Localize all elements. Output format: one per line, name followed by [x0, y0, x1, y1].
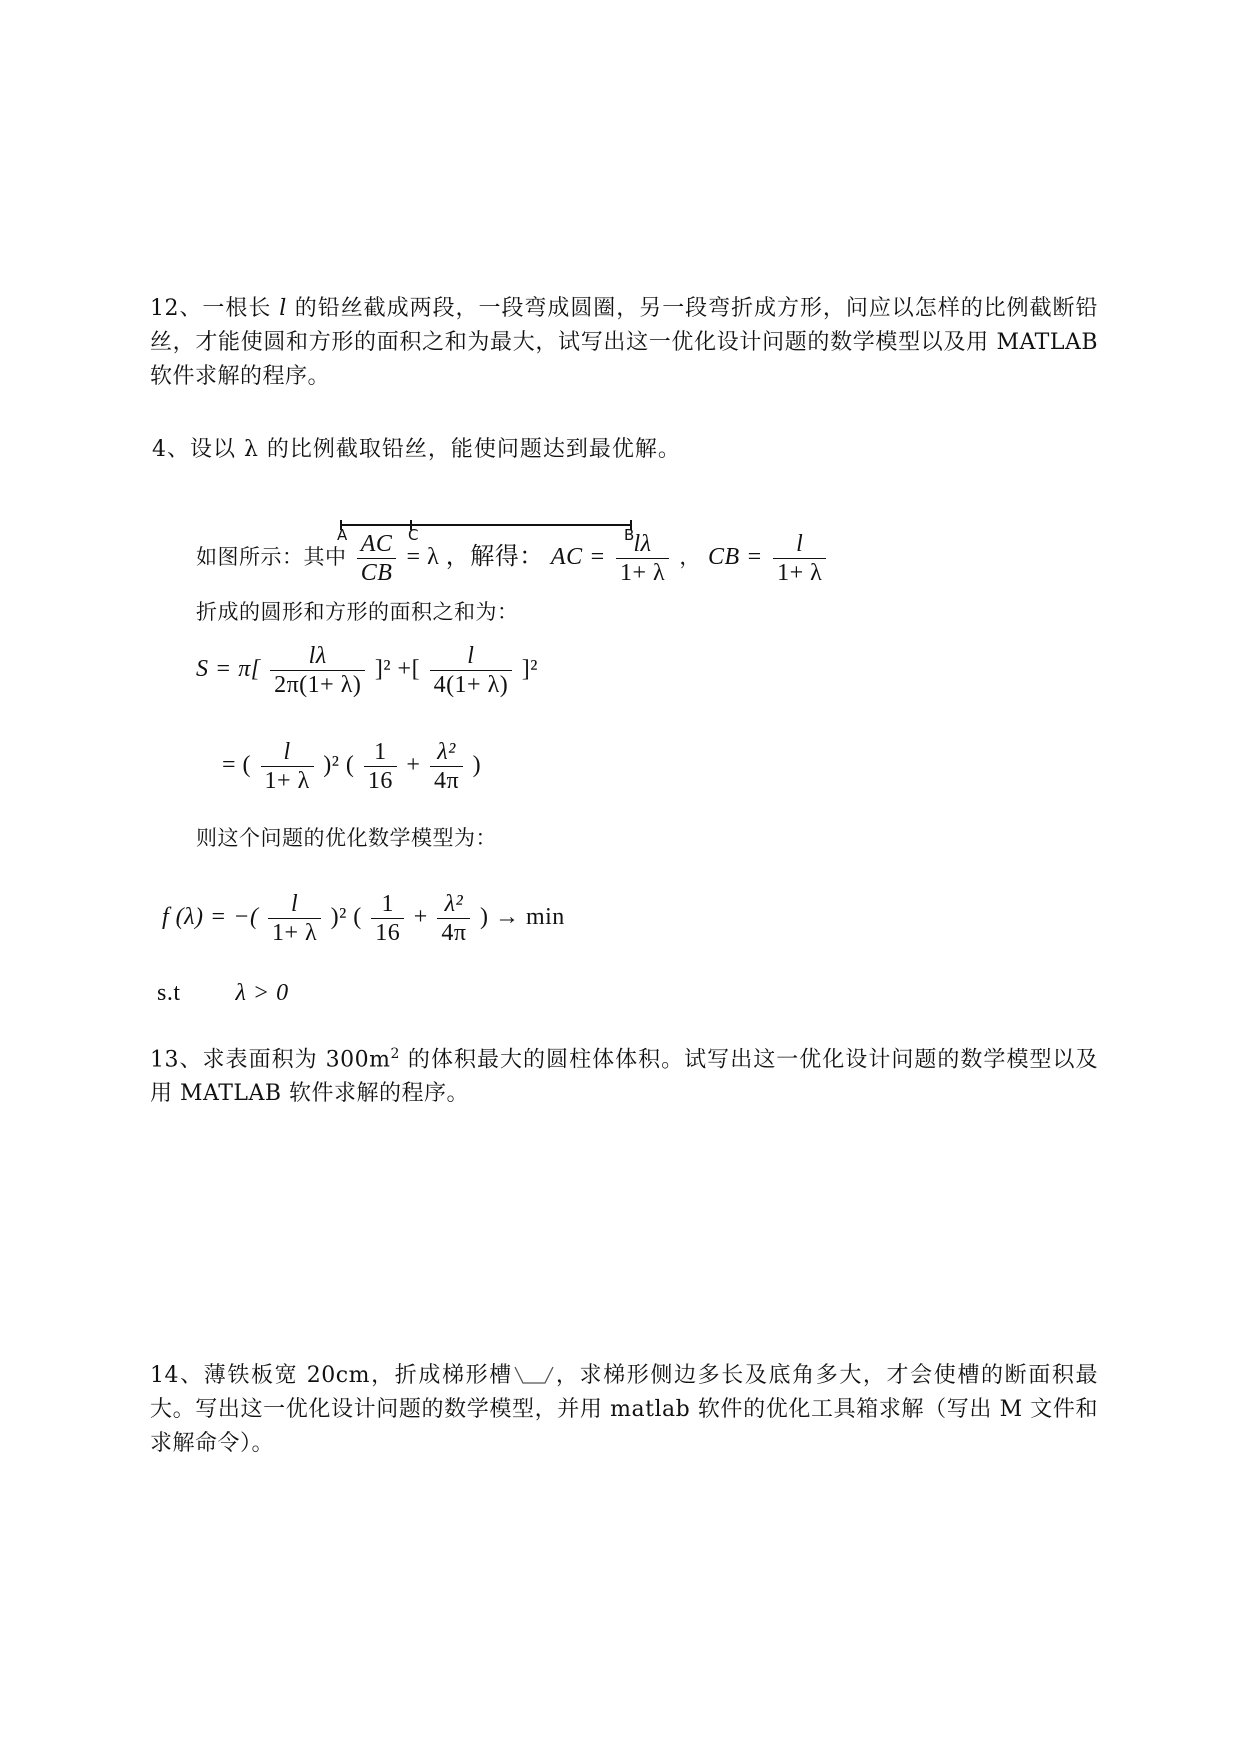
- q12-var: l: [279, 296, 287, 321]
- s-mid: ]² +[: [374, 656, 421, 683]
- frac-den: 2π(1+ λ): [274, 672, 362, 698]
- frac-num: AC: [357, 530, 397, 559]
- frac-num: λ²: [430, 738, 463, 767]
- frac-den: 1+ λ: [619, 560, 666, 586]
- fraction-s2-2: [364, 738, 397, 795]
- question-13: [150, 1037, 1098, 1111]
- frac-num: 1: [371, 890, 404, 919]
- s2-end: ): [472, 752, 482, 779]
- frac-num: lλ: [616, 530, 669, 559]
- model-intro-line: 则这个问题的优化数学模型为：: [196, 826, 497, 850]
- fraction-s1: [270, 642, 365, 699]
- s2-mid: )² (: [323, 752, 355, 779]
- frac-num: λ²: [437, 890, 470, 919]
- question-14: [150, 1359, 1098, 1461]
- s2-lhs: = (: [222, 752, 252, 779]
- label-a: A: [337, 526, 348, 544]
- st-label: s.t: [157, 980, 181, 1006]
- lambda-eq: = λ ，解得：: [406, 544, 544, 570]
- q14-text-pre: 14、薄铁板宽 20cm，折成梯形槽: [150, 1363, 513, 1388]
- segment-line: [340, 524, 632, 526]
- fraction-f1: [268, 890, 321, 947]
- answer-heading: 4、设以 λ 的比例截取铅丝，能使问题达到最优解。: [152, 437, 681, 462]
- ratio-intro: 如图所示：其中: [196, 545, 347, 569]
- frac-den: 4π: [441, 920, 467, 946]
- objective-function: [162, 890, 565, 947]
- label-c: C: [408, 526, 419, 544]
- f-plus: +: [413, 904, 428, 931]
- frac-den: 4(1+ λ): [433, 672, 509, 698]
- frac-num: l: [430, 642, 513, 671]
- frac-den: 16: [375, 920, 401, 946]
- q12-text-pre: 12、一根长: [150, 296, 272, 321]
- frac-den: 1+ λ: [271, 920, 318, 946]
- area-sum-line: 折成的圆形和方形的面积之和为：: [196, 600, 519, 624]
- trough-icon: [513, 1365, 555, 1387]
- fraction-ac: [616, 530, 669, 587]
- fraction-cb: [773, 530, 826, 587]
- q13-sup: 2: [390, 1046, 400, 1062]
- frac-num: l: [261, 738, 314, 767]
- f-end: ) → min: [479, 904, 565, 931]
- f-lhs: f (λ) = −(: [162, 904, 259, 931]
- constraint: λ > 0: [235, 980, 289, 1006]
- fraction-f2: [371, 890, 404, 947]
- label-b: B: [624, 526, 635, 544]
- fraction-ac-cb: [357, 530, 397, 587]
- frac-den: CB: [360, 560, 393, 586]
- s2-plus: +: [406, 752, 421, 779]
- fraction-s2-1: [261, 738, 314, 795]
- s-lhs: S = π[: [196, 656, 261, 683]
- f-mid: )² (: [330, 904, 362, 931]
- cb-eq: CB =: [708, 544, 763, 570]
- frac-num: l: [773, 530, 826, 559]
- q12-text-post: 的铅丝截成两段，一段弯成圆圈，另一段弯折成方形，问应以怎样的比例截断铅丝，才能使圆和方形的面积之和为最大，试写出这一优化设计问题的数学模型以及用 MATLAB 软件求解的程序。: [150, 296, 1099, 389]
- frac-den: 1+ λ: [777, 560, 823, 586]
- frac-den: 16: [367, 768, 393, 794]
- q13-text-pre: 13、求表面积为 300m: [150, 1047, 391, 1073]
- formula-s: [196, 642, 538, 699]
- frac-den: 4π: [433, 768, 460, 794]
- fraction-s2: [430, 642, 513, 699]
- constraint-line: [157, 980, 289, 1007]
- question-12: [150, 292, 1098, 394]
- frac-num: l: [268, 890, 321, 919]
- s-end: ]²: [521, 656, 538, 683]
- ac-eq: AC =: [550, 544, 606, 570]
- fraction-s2-3: [430, 738, 463, 795]
- ratio-line: [196, 530, 829, 587]
- fraction-f3: [437, 890, 470, 947]
- q14-text-post: ，求梯形侧边多长及底角多大，才会使槽的断面积最大。写出这一优化设计问题的数学模型，并用 matlab 软件的优化工具箱求解（写出 M 文件和求解命令）。: [150, 1363, 1098, 1456]
- comma: ，: [679, 545, 701, 569]
- q13-text-post: 的体积最大的圆柱体体积。试写出这一优化设计问题的数学模型以及用 MATLAB 软件求解的程序。: [150, 1047, 1098, 1107]
- frac-num: 1: [364, 738, 397, 767]
- frac-den: 1+ λ: [264, 768, 310, 794]
- formula-s-simplified: [222, 738, 481, 795]
- frac-num: lλ: [270, 642, 365, 671]
